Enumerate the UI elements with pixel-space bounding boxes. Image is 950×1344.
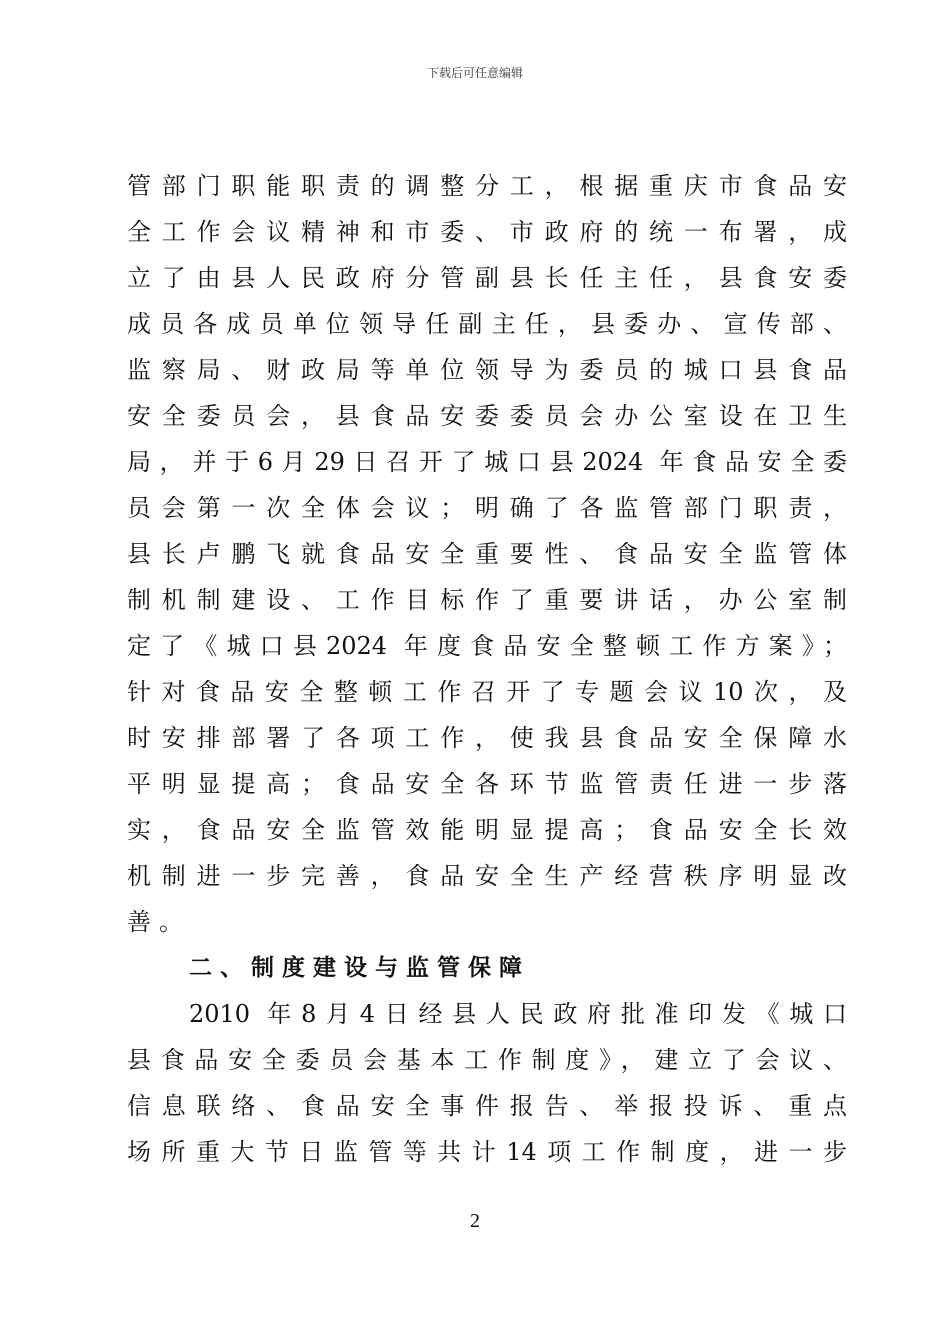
paragraph-line: 监察局、财政局等单位领导为委员的城口县食品 (127, 356, 847, 384)
paragraph-line: 场所重大节日监管等共计14项工作制度，进一步 (127, 1138, 847, 1166)
document-body (127, 163, 847, 1175)
paragraph-line: 全工作会议精神和市委、市政府的统一布署，成 (127, 218, 847, 246)
paragraph-line: 成员各成员单位领导任副主任，县委办、宣传部、 (127, 310, 847, 338)
paragraph-line: 县长卢鹏飞就食品安全重要性、食品安全监管体 (127, 540, 847, 568)
paragraph-line: 安全委员会，县食品安委委员会办公室设在卫生 (127, 402, 847, 430)
paragraph-line: 2010 年8月4日经县人民政府批准印发《城口 (189, 1000, 847, 1028)
paragraph-line: 实，食品安全监管效能明显提高；食品安全长效 (127, 816, 847, 844)
paragraph-line: 平明显提高；食品安全各环节监管责任进一步落 (127, 770, 847, 798)
paragraph-line: 针对食品安全整顿工作召开了专题会议10次，及 (127, 678, 847, 706)
paragraph-line: 局，并于6月29日召开了城口县2024 年食品安全委 (127, 448, 847, 476)
paragraph-line: 信息联络、食品安全事件报告、举报投诉、重点 (127, 1092, 847, 1120)
paragraph-line: 县食品安全委员会基本工作制度》，建立了会议、 (127, 1046, 847, 1074)
paragraph-line: 定了《城口县2024 年度食品安全整顿工作方案》； (127, 632, 847, 660)
paragraph-line: 时安排部署了各项工作，使我县食品安全保障水 (127, 724, 847, 752)
section-heading: 二、制度建设与监管保障 (189, 955, 530, 981)
paragraph-line: 立了由县人民政府分管副县长任主任，县食安委 (127, 264, 847, 292)
paragraph-line: 员会第一次全体会议；明确了各监管部门职责， (127, 494, 847, 522)
paragraph-line: 制机制建设、工作目标作了重要讲话，办公室制 (127, 586, 847, 614)
paragraph-line: 善。 (127, 908, 191, 936)
page-header: 下载后可任意编辑 (426, 66, 523, 80)
paragraph-line: 管部门职能职责的调整分工，根据重庆市食品安 (127, 172, 847, 200)
paragraph-line: 机制进一步完善，食品安全生产经营秩序明显改 (127, 862, 847, 890)
page-number: 2 (470, 1210, 480, 1232)
